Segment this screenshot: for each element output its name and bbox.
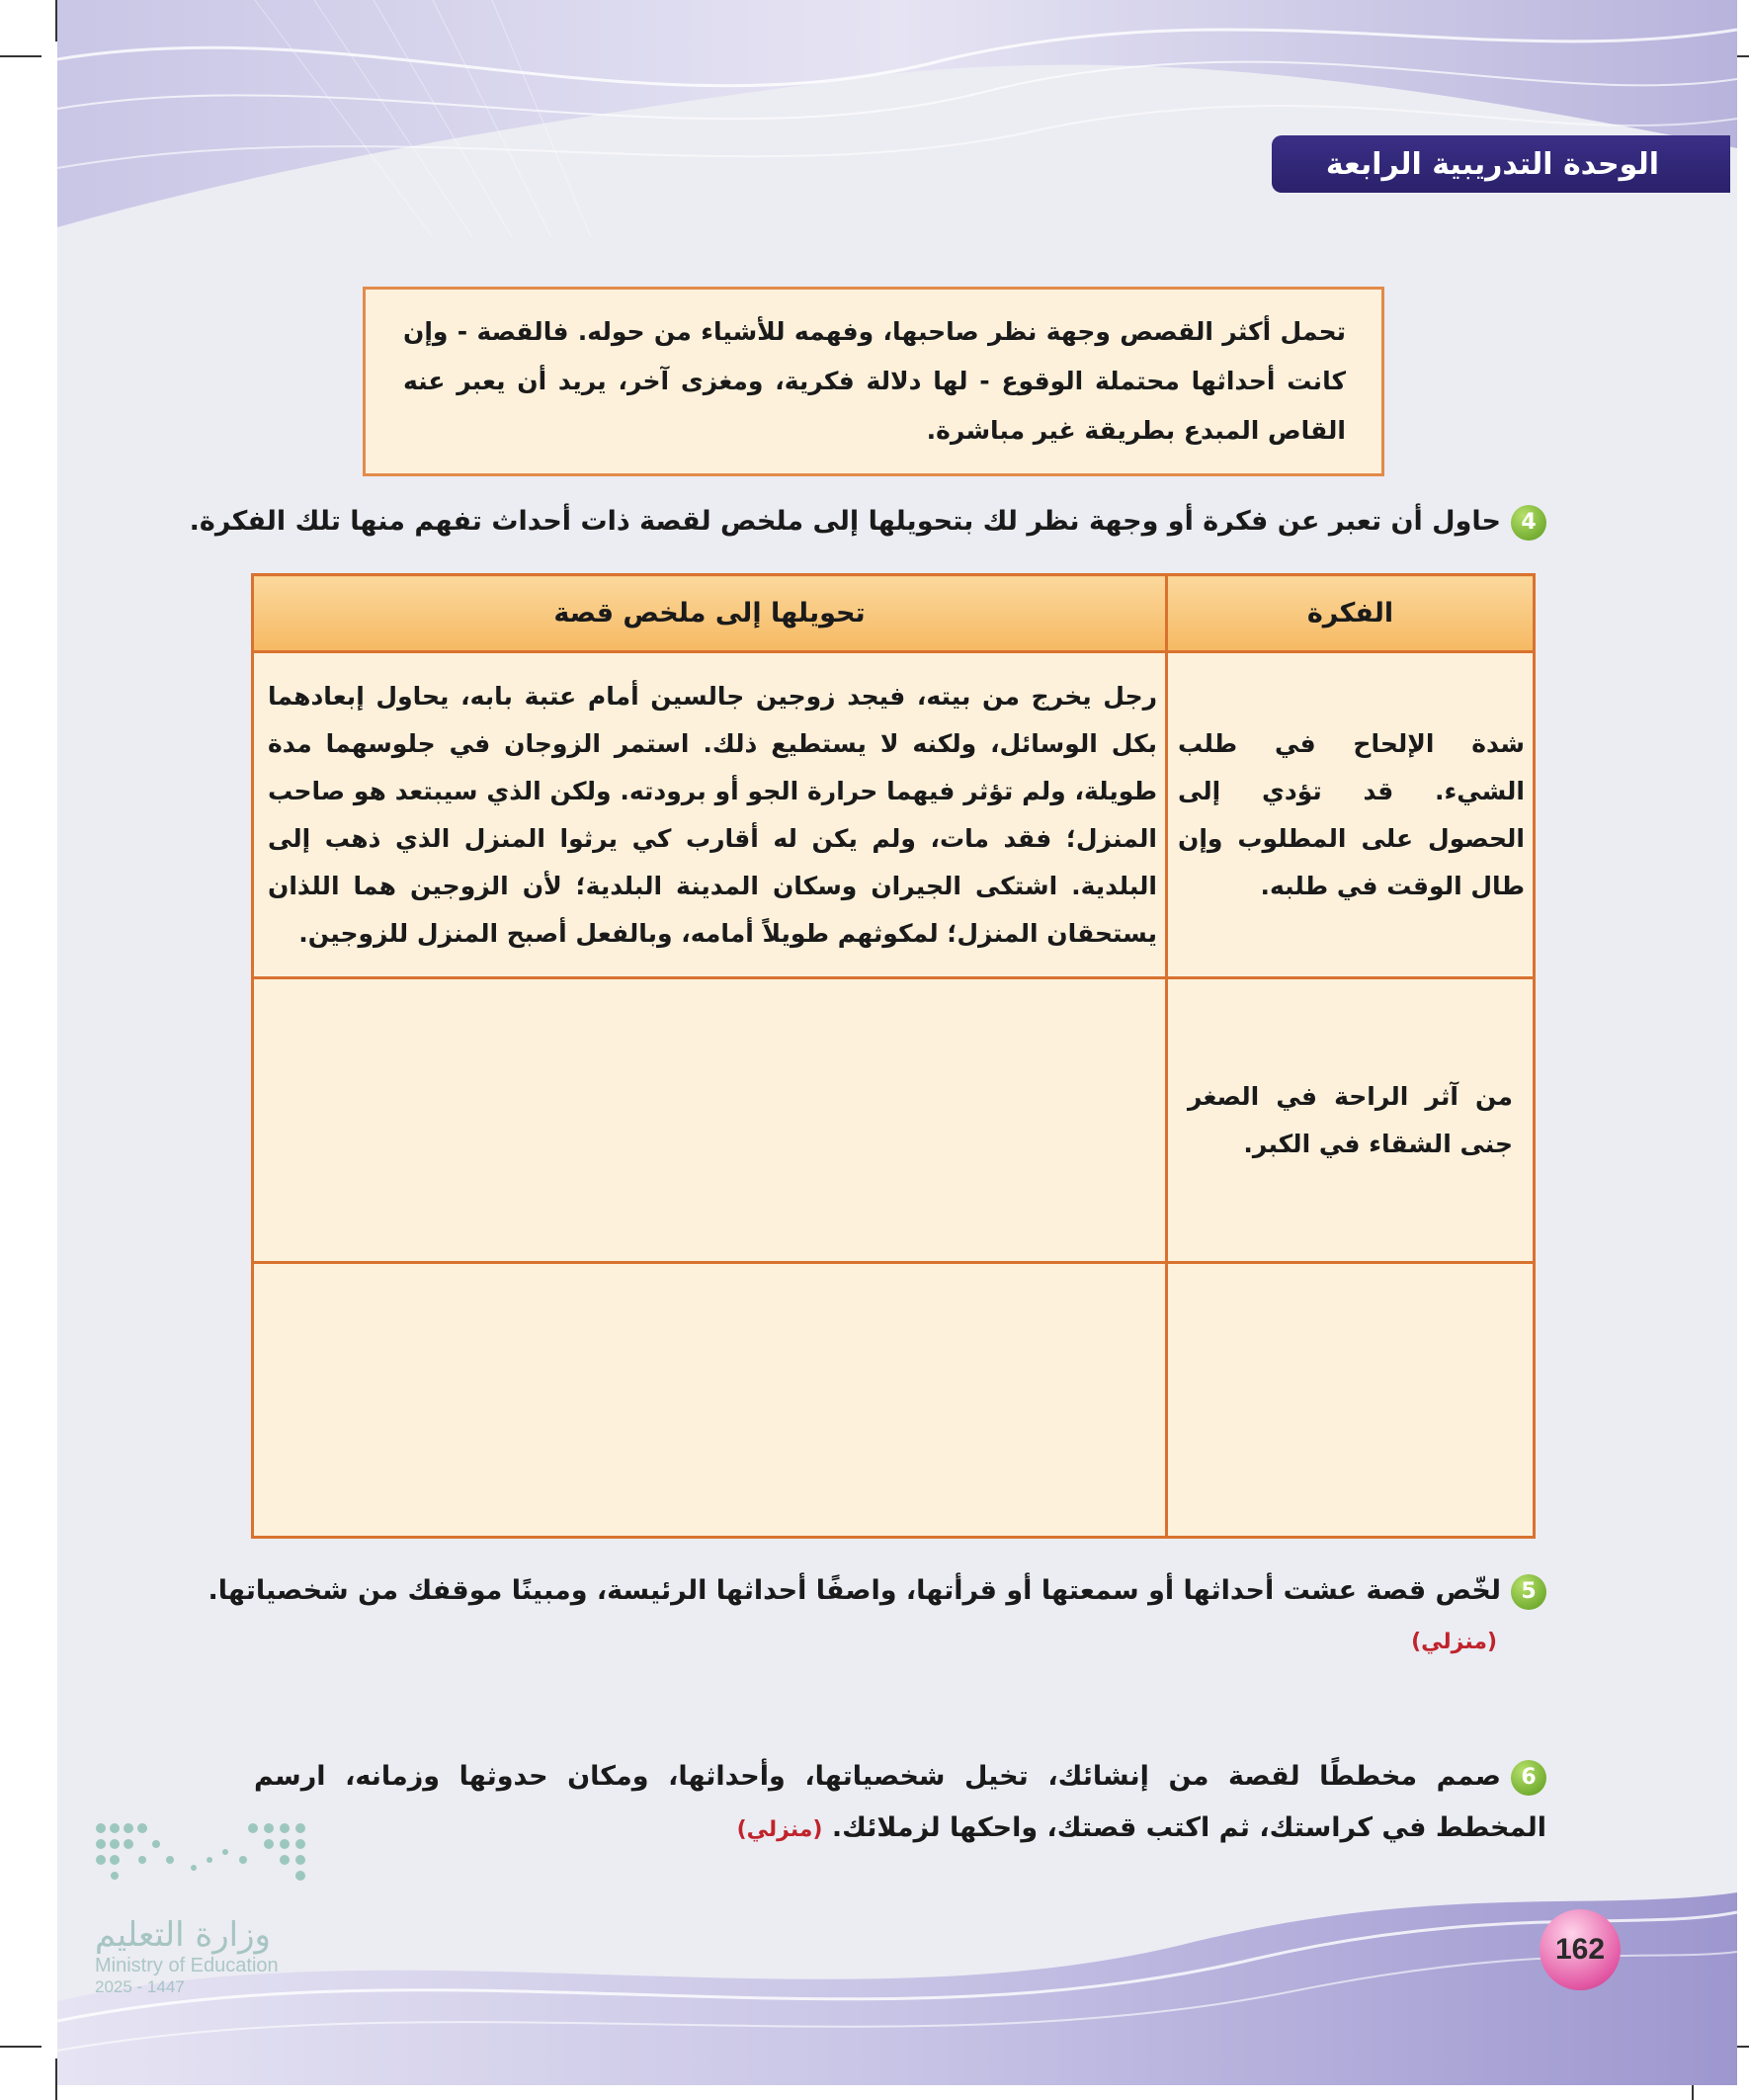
story-answer-field[interactable] [253,1263,1167,1538]
ministry-name-ar: وزارة التعليم [95,1915,271,1955]
question-6-text: صمم مخططًا لقصة من إنشائك، تخيل شخصياتها، وأحداثها، ومكان حدوثها وزمانه، ارسم المخطط في كراستك، ثم اكتب قصتك، واحكها لزملائك. [254,1761,1546,1843]
crop-mark [0,2046,42,2048]
page-number: 162 [1554,1933,1606,1966]
header-idea: الفكرة [1167,575,1535,652]
table-row [253,978,1535,1263]
table-row [253,652,1535,978]
ministry-year: 2025 - 1447 [95,1977,185,1996]
idea-cell: من آثر الراحة في الصغر جنى الشقاء في الكبر. [1167,978,1535,1263]
story-cell: رجل يخرج من بيته، فيجد زوجين جالسين أمام عتبة بابه، يحاول إبعادهما بكل الوسائل، ولكنه لا يستطيع ذلك. استمر الزوجان في جلوسهما مدة طويلة، ولم تؤثر فيهما حرارة الجو أو برودته. ولكن الذي سيبتعد هو صاحب المنزل؛ فقد مات، ولم يكن له أقارب كي يرثوا المنزل الذي ذهب إلى البلدية. اشتكى الجيران وسكان المدينة البلدية؛ لأن الزوجين هما اللذان يستحقان المنزل؛ لمكوثهم طويلاً أمامه، وبالفعل أصبح المنزل للزوجين. [253,652,1167,978]
question-number-badge: 6 [1511,1760,1546,1796]
unit-title-tab [1272,135,1730,193]
homework-tag: (منزلي) [736,1817,823,1842]
question-number-badge: 4 [1511,505,1546,541]
idea-answer-field[interactable] [1167,1263,1535,1538]
question-5 [208,1571,1546,1611]
question-5-text: لخّص قصة عشت أحداثها أو سمعتها أو قرأتها، واصفًا أحداثها الرئيسة، ومبينًا موقفك من شخصياتها. [208,1575,1501,1606]
question-4-text: حاول أن تعبر عن فكرة أو وجهة نظر لك بتحويلها إلى ملخص لقصة ذات أحداث تفهم منها تلك الفكرة. [189,506,1501,537]
ministry-name-en: Ministry of Education [95,1955,279,1976]
page-number-badge [1540,1909,1621,1990]
table-header-row [253,575,1535,652]
crop-mark [0,55,42,57]
table-row [253,1263,1535,1538]
top-wave-decoration [57,0,1737,237]
idea-cell: شدة الإلحاح في طلب الشيء. قد تؤدي إلى الحصول على المطلوب وإن طال الوقت في طلبه. [1167,652,1535,978]
intro-note-text: تحمل أكثر القصص وجهة نظر صاحبها، وفهمه للأشياء من حوله. فالقصة - وإن كانت أحداثها محتملة الوقوع - لها دلالة فكرية، ومغزى آخر، يريد أن يعبر عنه القاص المبدع بطريقة غير مباشرة. [403,317,1346,445]
ideas-table [251,573,1536,1539]
question-number-badge: 5 [1511,1574,1546,1610]
question-4 [190,502,1546,542]
intro-note-box [363,287,1384,476]
homework-tag: (منزلي) [1411,1630,1497,1654]
ministry-logo [95,1818,322,2016]
question-6 [254,1751,1546,1856]
ministry-dots-icon [95,1818,312,1888]
unit-title: الوحدة التدريبية الرابعة [1325,146,1659,182]
story-answer-field[interactable] [253,978,1167,1263]
header-story: تحويلها إلى ملخص قصة [253,575,1167,652]
